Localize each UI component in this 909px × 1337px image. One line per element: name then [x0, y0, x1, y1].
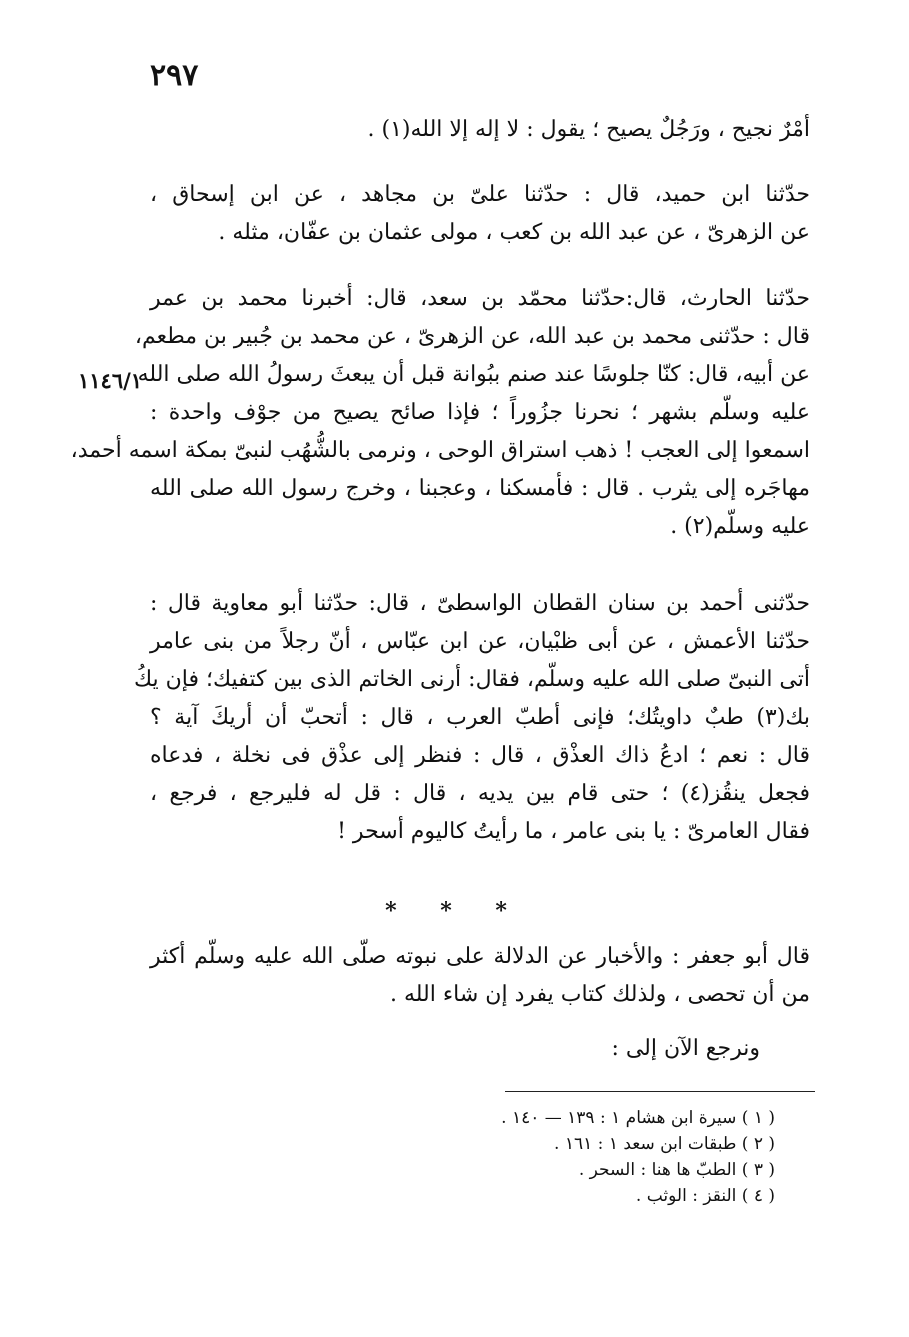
paragraph-2 — [150, 176, 810, 252]
text-line: عليه وسلّم بشهر ؛ نحرنا جزُوراً ؛ فإذا صائح يصيح من جوْف واحدة : — [150, 400, 810, 425]
footnotes — [380, 1105, 775, 1209]
text-line: قال أبو جعفر : والأخبار عن الدلالة على نبوته صلّى الله عليه وسلّم أكثر — [150, 944, 810, 969]
page-number: ٢٩٧ — [150, 58, 199, 93]
text-line: حدّثنى أحمد بن سنان القطان الواسطىّ ، قال: حدّثنا أبو معاوية قال : — [150, 591, 810, 616]
footnote: ( ٢ ) طبقات ابن سعد ١ : ١٦١ . — [554, 1134, 775, 1154]
text-line: ونرجع الآن إلى : — [611, 1036, 760, 1061]
text-line: حدّثنا الحارث، قال:حدّثنا محمّد بن سعد، قال: أخبرنا محمد بن عمر — [150, 286, 810, 311]
text-line: حدّثنا الأعمش ، عن أبى ظبْيان، عن ابن عبّاس ، أنّ رجلاً من بنى عامر — [150, 629, 810, 654]
text-line: حدّثنا ابن حميد، قال : حدّثنا علىّ بن مجاهد ، عن ابن إسحاق ، — [150, 182, 810, 207]
margin-reference-number: ١١٤٦/١ — [78, 368, 143, 393]
section-separator: * * * — [385, 898, 525, 924]
paragraph-4 — [133, 585, 810, 851]
text-line: من أن تحصى ، ولذلك كتاب يفرد إن شاء الله . — [389, 982, 810, 1007]
footnote: ( ١ ) سيرة ابن هشام ١ : ١٣٩ — ١٤٠ . — [501, 1108, 775, 1128]
footnote: ( ٤ ) النقز : الوثب . — [635, 1186, 775, 1206]
text-line: عليه وسلّم(٢) . — [670, 514, 810, 539]
paragraph-5 — [150, 938, 810, 1014]
paragraph-1 — [150, 111, 810, 149]
text-line: قال : حدّثنى محمد بن عبد الله، عن الزهرىّ ، عن محمد بن جُبير بن مطعم، — [134, 324, 810, 349]
text-line: فقال العامرىّ : يا بنى عامر ، ما رأيتُ كاليوم أسحر ! — [337, 819, 810, 844]
text-line: اسمعوا إلى العجب ! ذهب استراق الوحى ، ونرمى بالشُّهُب لنبىّ بمكة اسمه أحمد، — [70, 438, 810, 463]
paragraph-6 — [500, 1030, 760, 1068]
text-line: مهاجَره إلى يثرب . قال : فأمسكنا ، وعجبنا ، وخرج رسول الله صلى الله — [150, 476, 810, 501]
text-line: عن الزهرىّ ، عن عبد الله بن كعب ، مولى عثمان بن عفّان، مثله . — [218, 220, 810, 245]
text-line: أتى النبىّ صلى الله عليه وسلّم، فقال: أرنى الخاتم الذى بين كتفيك؛ فإن يكُ — [133, 667, 810, 692]
text-line: بك(٣) طبٌ داويتُك؛ فإنى أطبّ العرب ، قال : أتحبّ أن أريكَ آية ؟ — [150, 705, 810, 730]
text-line: قال : نعم ؛ ادعُ ذاك العذْق ، قال : فنظر إلى عذْق فى نخلة ، فدعاه — [150, 743, 810, 768]
text-line: عن أبيه، قال: كنّا جلوسًا عند صنم ببُوانة قبل أن يبعثَ رسولُ الله صلى الله — [137, 362, 810, 387]
text-line: أمْرٌ نجيح ، ورَجُلٌ يصيح ؛ يقول : لا إله إلا الله(١) . — [367, 117, 810, 142]
footnote-divider — [505, 1091, 815, 1092]
text-line: فجعل ينقُز(٤) ؛ حتى قام بين يديه ، قال : قل له فليرجع ، فرجع ، — [150, 781, 810, 806]
footnote: ( ٣ ) الطبّ ها هنا : السحر . — [578, 1160, 775, 1180]
